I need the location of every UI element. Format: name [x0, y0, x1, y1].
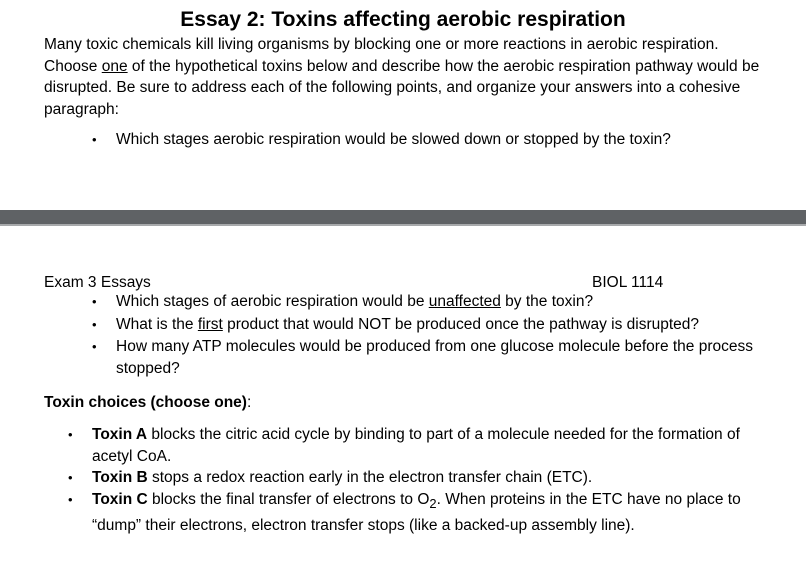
toxin-c-item — [68, 489, 772, 537]
toxin-c-description: blocks the final transfer of electrons to O — [147, 491, 430, 509]
toxin-choices-list — [68, 424, 772, 537]
toxin-choices-heading-colon: : — [246, 394, 252, 411]
page-header-course-code: BIOL 1114 — [592, 274, 664, 291]
question-stages-slowed — [92, 129, 776, 151]
bullet-icon: • — [92, 294, 97, 309]
page-separator — [0, 210, 806, 225]
bullet-icon: • — [68, 470, 73, 486]
bullet-icon: • — [92, 339, 97, 354]
question-atp-count — [92, 336, 766, 379]
instructions-text-part-1: Many toxic chemicals kill living organisms by blocking one or more reactions in aerobic respiration. Choose — [44, 36, 719, 75]
toxin-c-name: Toxin C — [92, 491, 148, 509]
toxin-a-description: blocks the citric acid cycle by binding to part of a molecule needed for the formation of acetyl CoA. — [92, 426, 740, 465]
questions-list-part-2 — [92, 291, 766, 379]
toxin-b-description: stops a redox reaction early in the electron transfer chain (ETC). — [147, 469, 593, 487]
instructions-text-part-2: of the hypothetical toxins below and describe how the aerobic respiration pathway would be disrupted. Be sure to address each of the following points, and organize your answers into a cohesive paragraph: — [44, 57, 760, 119]
toxin-b-item — [68, 467, 772, 489]
toxin-a-item — [68, 424, 772, 467]
questions-list-part-1 — [92, 129, 776, 151]
question-text: What is the — [116, 315, 198, 333]
bullet-icon: • — [68, 492, 73, 508]
instructions-underlined-word: one — [101, 57, 128, 75]
bullet-icon: • — [92, 132, 97, 147]
bullet-icon: • — [92, 316, 97, 332]
oxygen-subscript: 2 — [429, 496, 437, 512]
toxin-c-description-end: . When proteins in the ETC have no place to “dump” their electrons, electron transfer stops (like a backed-up assembly line). — [92, 491, 741, 534]
essay-instructions — [44, 34, 774, 121]
question-text: Which stages of aerobic respiration would be — [116, 293, 429, 310]
question-text-end: by the toxin? — [500, 293, 594, 310]
question-text-end: product that would NOT be produced once the pathway is disrupted? — [222, 315, 700, 333]
toxin-a-name: Toxin A — [92, 426, 148, 443]
toxin-choices-heading-bold: Toxin choices (choose one) — [44, 394, 247, 411]
question-text: Which stages aerobic respiration would be slowed down or stopped by the toxin? — [116, 131, 671, 148]
question-stages-unaffected — [92, 291, 766, 313]
question-first-product — [92, 314, 766, 336]
underlined-word: unaffected — [428, 293, 501, 310]
question-text: How many ATP molecules would be produced from one glucose molecule before the process stopped? — [116, 338, 753, 377]
page-1-bottom-area — [0, 0, 806, 210]
page-header-course-doc: Exam 3 Essays — [44, 274, 151, 291]
toxin-b-name: Toxin B — [92, 469, 148, 487]
toxin-choices-heading — [44, 392, 251, 414]
bullet-icon: • — [68, 427, 73, 442]
underlined-word: first — [197, 315, 223, 333]
essay-title: Essay 2: Toxins affecting aerobic respiration — [180, 8, 626, 31]
